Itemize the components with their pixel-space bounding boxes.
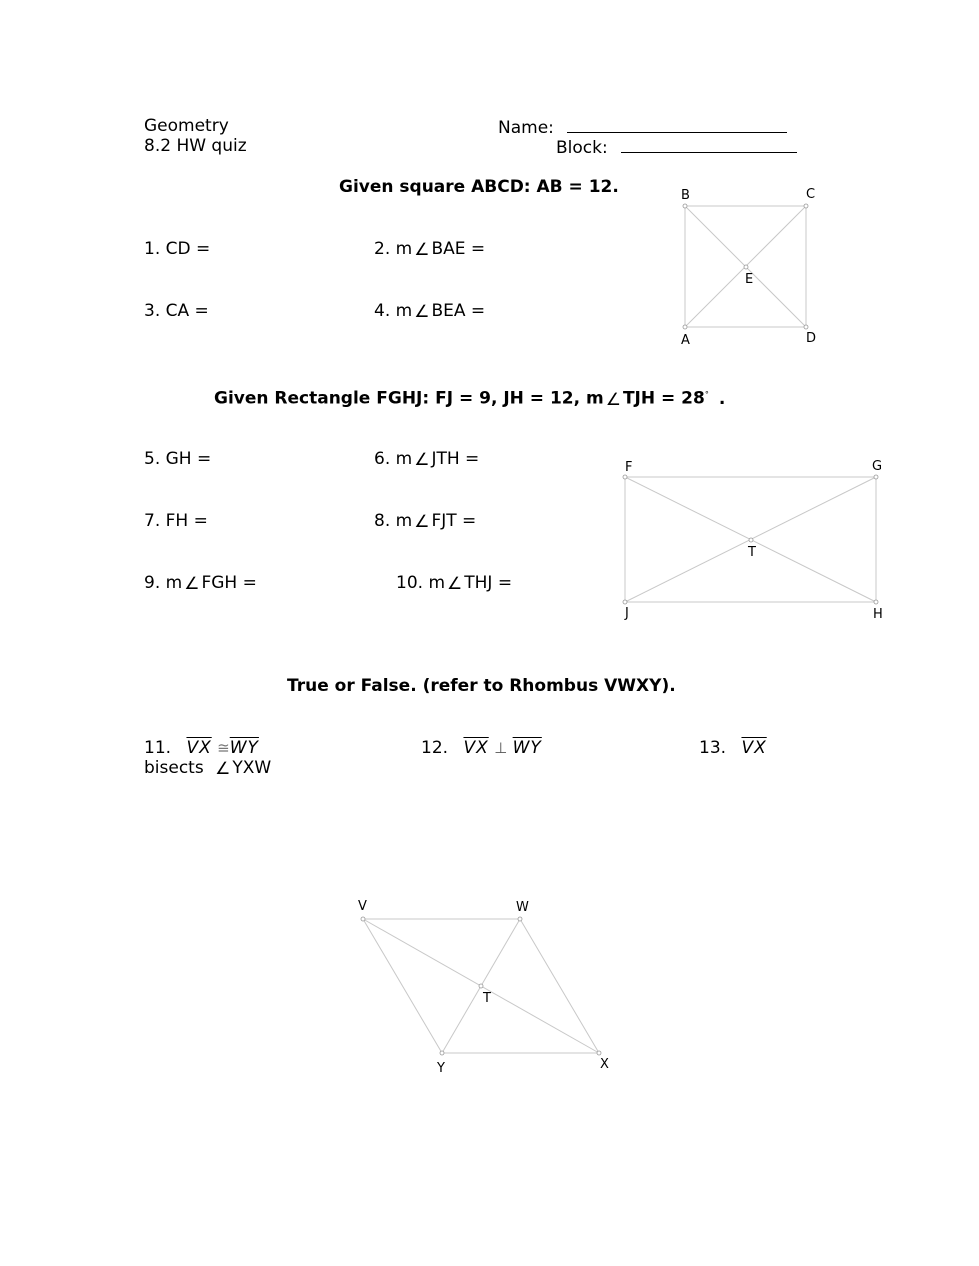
label-w: W — [516, 900, 529, 915]
section2-heading-prefix: Given Rectangle FGHJ: FJ = 9, JH = 12, m — [214, 388, 604, 409]
perpendicular-symbol: ⊥ — [494, 739, 508, 757]
angle-icon: ∠ — [215, 759, 231, 779]
segment-wy: $\overline{WY}$ — [229, 738, 259, 758]
section2-heading-end: . — [718, 388, 726, 409]
point-c — [804, 204, 808, 208]
point-b — [683, 204, 687, 208]
question-2-text: BAE = — [431, 239, 486, 259]
label-h: H — [873, 607, 883, 622]
label-t: T — [748, 545, 756, 560]
question-1: 1. CD = — [144, 239, 211, 259]
label-t: T — [483, 991, 491, 1006]
question-10-prefix: 10. m — [396, 573, 445, 593]
question-11-angle: YXW — [232, 758, 272, 778]
question-10-text: THJ = — [464, 573, 513, 593]
angle-icon: ∠ — [414, 240, 430, 260]
question-13-number: 13. — [699, 738, 727, 758]
question-3: 3. CA = — [144, 301, 209, 321]
block-label: Block: — [556, 138, 608, 158]
angle-icon: ∠ — [447, 574, 463, 594]
label-j: J — [625, 606, 629, 621]
congruent-symbol: ≅ — [217, 739, 230, 757]
point-d — [804, 325, 808, 329]
point-v — [361, 917, 365, 921]
section3-heading: True or False. (refer to Rhombus VWXY). — [287, 676, 676, 696]
point-a — [683, 325, 687, 329]
segment-vx: $\overline{VX}$ — [741, 738, 767, 758]
label-b: B — [681, 188, 690, 203]
point-w — [518, 917, 522, 921]
label-e: E — [745, 272, 754, 287]
point-j — [623, 600, 627, 604]
segment-wy: $\overline{WY}$ — [512, 738, 542, 758]
question-8-prefix: 8. m — [374, 511, 413, 531]
label-g: G — [872, 459, 883, 474]
question-6-prefix: 6. m — [374, 449, 413, 469]
segment-vx: $\overline{VX}$ — [186, 738, 212, 758]
label-d: D — [806, 331, 817, 346]
question-4-text: BEA = — [431, 301, 486, 321]
question-11-text: bisects — [144, 758, 204, 778]
angle-icon: ∠ — [605, 389, 621, 410]
question-11-number: 11. — [144, 738, 172, 758]
angle-icon: ∠ — [414, 450, 430, 470]
question-9-prefix: 9. m — [144, 573, 183, 593]
point-f — [623, 475, 627, 479]
label-f: F — [625, 460, 633, 475]
label-v: V — [358, 899, 367, 914]
point-g — [874, 475, 878, 479]
question-12-number: 12. — [421, 738, 449, 758]
segment-vx: $\overline{VX}$ — [463, 738, 489, 758]
question-6-text: JTH = — [431, 449, 480, 469]
point-t — [479, 984, 483, 988]
name-label: Name: — [498, 118, 554, 138]
point-y — [440, 1051, 444, 1055]
point-h — [874, 600, 878, 604]
question-9-text: FGH = — [201, 573, 257, 593]
angle-icon: ∠ — [184, 574, 200, 594]
angle-icon: ∠ — [414, 512, 430, 532]
label-c: C — [806, 187, 816, 202]
course-title: Geometry — [144, 116, 229, 136]
point-e — [744, 265, 748, 269]
angle-icon: ∠ — [414, 302, 430, 322]
label-a: A — [681, 333, 690, 348]
point-x — [597, 1051, 601, 1055]
point-t — [749, 538, 753, 542]
question-2-prefix: 2. m — [374, 239, 413, 259]
question-7: 7. FH = — [144, 511, 208, 531]
question-4-prefix: 4. m — [374, 301, 413, 321]
question-8-text: FJT = — [431, 511, 477, 531]
section1-heading: Given square ABCD: AB = 12. — [339, 177, 619, 197]
section2-heading-text: TJH = 28 — [622, 388, 705, 409]
question-5: 5. GH = — [144, 449, 212, 469]
label-y: Y — [437, 1061, 445, 1076]
degree-symbol: ° — [704, 390, 709, 399]
label-x: X — [600, 1057, 609, 1072]
assignment-title: 8.2 HW quiz — [144, 136, 247, 156]
